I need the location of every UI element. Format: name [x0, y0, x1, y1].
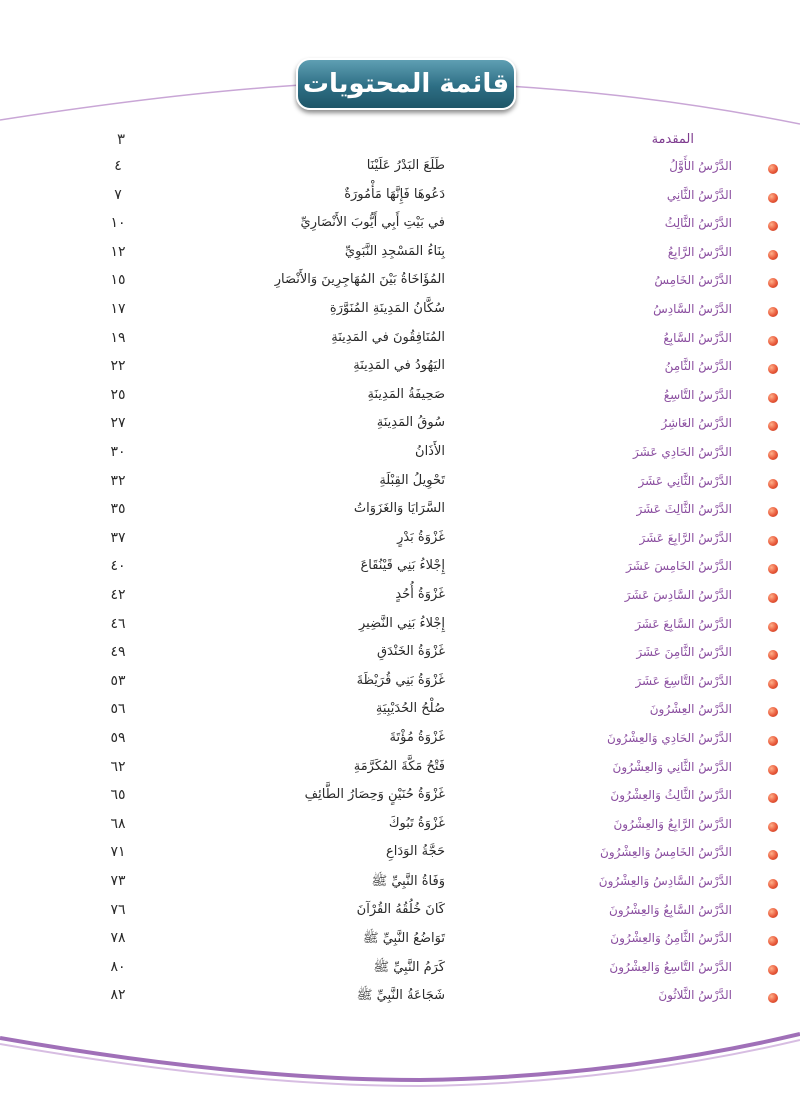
page-number: ٤٩ [110, 644, 126, 661]
bullet-icon [768, 364, 778, 374]
toc-row[interactable] [0, 269, 800, 297]
page-number: ٥٦ [110, 701, 126, 718]
lesson-topic: إِجْلاءُ بَنِي النَّضِيرِ [358, 615, 445, 631]
lesson-topic: إِجْلاءُ بَنِي قَيْنُقَاعَ [360, 558, 445, 574]
lesson-topic: كَرَمُ النَّبِيِّ ﷺ [373, 959, 445, 975]
toc-row[interactable] [0, 727, 800, 755]
lesson-topic: الأَذَانُ [415, 444, 445, 459]
toc-row[interactable] [0, 670, 800, 698]
lesson-label: الدَّرْسُ السَّادِسُ [653, 302, 732, 316]
bullet-icon [768, 793, 778, 803]
lesson-label: الدَّرْسُ السَّابِعُ [663, 330, 732, 345]
toc-row[interactable] [0, 870, 800, 898]
bullet-icon [768, 479, 778, 489]
lesson-label: الدَّرْسُ السَّادِسُ وَالعِشْرُونَ [598, 874, 732, 888]
lesson-topic: في بَيْتِ أَبِي أَيُّوبَ الأَنْصَارِيِّ [300, 215, 445, 231]
lesson-label: الدَّرْسُ السَّابِعُ وَالعِشْرُونَ [609, 902, 732, 917]
lesson-label: الدَّرْسُ الثَّامِنُ [664, 359, 732, 374]
intro-label: المقدمة [651, 132, 694, 147]
toc-row[interactable] [0, 527, 800, 555]
lesson-topic: بِنَاءُ المَسْجِدِ النَّبَوِيِّ [344, 243, 445, 259]
lesson-topic: اليَهُودُ في المَدِينَةِ [353, 358, 445, 374]
toc-row[interactable] [0, 355, 800, 383]
lesson-label: الدَّرْسُ التَّاسِعُ وَالعِشْرُونَ [609, 959, 732, 974]
bullet-icon [768, 164, 778, 174]
page-number: ٤٢ [110, 587, 126, 603]
toc-row[interactable] [0, 241, 800, 269]
toc-row[interactable] [0, 384, 800, 412]
page-number: ٨٢ [110, 987, 126, 1004]
lesson-label: الدَّرْسُ السَّادِسَ عَشَرَ [624, 588, 732, 602]
page-number: ٣٥ [110, 501, 126, 518]
lesson-label: الدَّرْسُ الثَّالِثُ وَالعِشْرُونَ [610, 788, 732, 803]
lesson-topic: تَوَاضُعُ النَّبِيِّ ﷺ [362, 931, 445, 947]
bullet-icon [768, 250, 778, 260]
lesson-label: الدَّرْسُ الخَامِسَ عَشَرَ [626, 559, 732, 574]
lesson-topic: غَزْوَةُ أُحُدٍ [395, 587, 445, 602]
page-number: ٣٧ [110, 529, 126, 546]
toc-row[interactable] [0, 155, 800, 183]
bullet-icon [768, 965, 778, 975]
toc-row[interactable] [0, 813, 800, 841]
lesson-topic: السَّرَايَا وَالغَزَوَاتُ [353, 501, 445, 517]
page-number: ٦٨ [110, 815, 126, 832]
lesson-label: الدَّرْسُ التَّاسِعَ عَشَرَ [635, 673, 732, 688]
lesson-topic: صُلْحُ الحُدَيْبِيَةِ [375, 701, 445, 717]
bullet-icon [768, 564, 778, 574]
bullet-icon [768, 936, 778, 946]
page-number: ٣٢ [110, 472, 126, 489]
lesson-topic: شَجَاعَةُ النَّبِيِّ ﷺ [356, 988, 445, 1004]
lesson-label: الدَّرْسُ الخَامِسُ [654, 273, 732, 288]
lesson-topic: طَلَعَ البَدْرُ عَلَيْنَا [366, 158, 445, 173]
page-number: ١٥ [110, 272, 126, 289]
bullet-icon [768, 622, 778, 632]
page-number: ٢٥ [110, 386, 126, 403]
lesson-topic: حَجَّةُ الوَدَاعِ [386, 844, 445, 860]
lesson-label: الدَّرْسُ التَّاسِعُ [663, 387, 732, 402]
page-number: ٥٩ [110, 730, 126, 746]
lesson-label: الدَّرْسُ الثَّانِي وَالعِشْرُونَ [612, 759, 732, 774]
bullet-icon [768, 879, 778, 889]
toc-row[interactable] [0, 899, 800, 927]
lesson-topic: سُوقُ المَدِينَةِ [376, 415, 445, 431]
lesson-label: الدَّرْسُ الثَّالِثَ عَشَرَ [636, 502, 732, 517]
bullet-icon [768, 450, 778, 460]
lesson-label: الدَّرْسُ الثَّانِي عَشَرَ [638, 473, 732, 488]
lesson-label: الدَّرْسُ السَّابِعَ عَشَرَ [635, 616, 732, 631]
toc-row[interactable] [0, 555, 800, 583]
page-number: ٥٣ [110, 672, 126, 689]
toc-row[interactable] [0, 212, 800, 240]
lesson-label: الدَّرْسُ الرَّابِعَ عَشَرَ [639, 530, 732, 545]
bullet-icon [768, 221, 778, 231]
lesson-topic: غَزْوَةُ حُنَيْنٍ وَحِصَارُ الطَّائِفِ [304, 787, 445, 803]
lesson-topic: كَانَ خُلُقُهُ القُرْآنَ [356, 901, 445, 917]
bullet-icon [768, 536, 778, 546]
page-number: ١٢ [110, 243, 126, 260]
toc-row[interactable] [0, 498, 800, 526]
bullet-icon [768, 336, 778, 346]
page-number: ٢٧ [110, 415, 126, 432]
page-number: ١٧ [110, 301, 126, 317]
page-number: ٢٢ [110, 358, 126, 375]
bullet-icon [768, 765, 778, 775]
bullet-icon [768, 908, 778, 918]
page-number: ١٠ [110, 215, 126, 232]
bullet-icon [768, 421, 778, 431]
bullet-icon [768, 650, 778, 660]
lesson-topic: غَزْوَةُ تَبُوكَ [388, 815, 445, 831]
toc-row[interactable] [0, 584, 800, 612]
lesson-topic: دَعُوهَا فَإِنَّهَا مَأْمُورَةٌ [344, 186, 445, 202]
lesson-topic: تَحْوِيلُ القِبْلَةِ [379, 472, 445, 488]
lesson-topic: المُؤَاخَاةُ بَيْنَ المُهَاجِرِينَ وَالأَنْصَارِ [274, 272, 445, 288]
lesson-topic: فَتْحُ مَكَّةَ المُكَرَّمَةِ [353, 758, 445, 774]
toc-row[interactable] [0, 841, 800, 869]
toc-row[interactable] [0, 784, 800, 812]
page-number: ٤ [114, 158, 122, 174]
toc-row[interactable] [0, 641, 800, 669]
lesson-label: الدَّرْسُ الثَّلاثُونَ [658, 988, 732, 1003]
lesson-topic: غَزْوَةُ الخَنْدَقِ [377, 644, 445, 660]
lesson-label: الدَّرْسُ العَاشِرُ [661, 416, 732, 431]
toc-row[interactable] [0, 927, 800, 955]
lesson-topic: وَفَاةُ النَّبِيِّ ﷺ [371, 874, 445, 889]
lesson-label: الدَّرْسُ الرَّابِعُ وَالعِشْرُونَ [613, 816, 732, 831]
lesson-topic: غَزْوَةُ مُؤْتَةَ [389, 730, 445, 745]
page-number: ٧٦ [110, 901, 126, 918]
page-number: ١٩ [110, 329, 126, 346]
lesson-label: الدَّرْسُ الحَادِي عَشَرَ [633, 445, 732, 459]
lesson-topic: غَزْوَةُ بَنِي قُرَيْظَةَ [356, 672, 445, 688]
lesson-topic: صَحِيفَةُ المَدِينَةِ [367, 386, 445, 402]
lesson-label: الدَّرْسُ الثَّانِي [666, 187, 732, 202]
page-number: ٦٥ [110, 787, 126, 804]
bullet-icon [768, 850, 778, 860]
bullet-icon [768, 707, 778, 717]
lesson-topic: المُنَافِقُونَ في المَدِينَةِ [331, 329, 445, 345]
page-title: قائمة المحتويات [296, 58, 516, 110]
lesson-label: الدَّرْسُ الحَادِي وَالعِشْرُونَ [607, 731, 732, 745]
page-number: ٧٣ [110, 873, 126, 889]
toc-row[interactable] [0, 984, 800, 1012]
bullet-icon [768, 679, 778, 689]
lesson-topic: سُكَّانُ المَدِينَةِ المُنَوَّرَةِ [329, 301, 445, 316]
toc-row[interactable] [0, 756, 800, 784]
page-number: ٧٨ [110, 930, 126, 947]
bullet-icon [768, 393, 778, 403]
toc-row[interactable] [0, 412, 800, 440]
toc-row[interactable] [0, 956, 800, 984]
lesson-label: الدَّرْسُ الثَّامِنُ وَالعِشْرُونَ [610, 931, 732, 946]
lesson-label: الدَّرْسُ العِشْرُونَ [649, 702, 732, 717]
page-number: ٧١ [110, 844, 126, 861]
lesson-label: الدَّرْسُ الثَّامِنَ عَشَرَ [636, 645, 732, 660]
bullet-icon [768, 993, 778, 1003]
bullet-icon [768, 822, 778, 832]
toc-row[interactable] [0, 698, 800, 726]
lesson-topic: غَزْوَةُ بَدْرٍ [397, 529, 445, 545]
bullet-icon [768, 307, 778, 317]
page-number: ٧ [114, 186, 122, 203]
intro-page-number: ٣ [116, 130, 126, 148]
toc-row[interactable] [0, 470, 800, 498]
bullet-icon [768, 507, 778, 517]
bullet-icon [768, 593, 778, 603]
page-number: ٤٠ [110, 558, 126, 575]
lesson-label: الدَّرْسُ الخَامِسُ وَالعِشْرُونَ [600, 845, 732, 860]
page-number: ٨٠ [110, 958, 126, 975]
toc-row[interactable] [0, 613, 800, 641]
toc-row[interactable] [0, 441, 800, 469]
toc-row[interactable] [0, 298, 800, 326]
page-number: ٣٠ [110, 444, 126, 460]
toc-row[interactable] [0, 184, 800, 212]
lesson-label: الدَّرْسُ الأَوَّلُ [669, 159, 732, 173]
bullet-icon [768, 736, 778, 746]
page-number: ٦٢ [110, 758, 126, 775]
lesson-label: الدَّرْسُ الثَّالِثُ [664, 216, 732, 231]
lesson-label: الدَّرْسُ الرَّابِعُ [667, 244, 732, 259]
toc-row[interactable] [0, 327, 800, 355]
bullet-icon [768, 193, 778, 203]
bullet-icon [768, 278, 778, 288]
page-number: ٤٦ [110, 615, 126, 632]
